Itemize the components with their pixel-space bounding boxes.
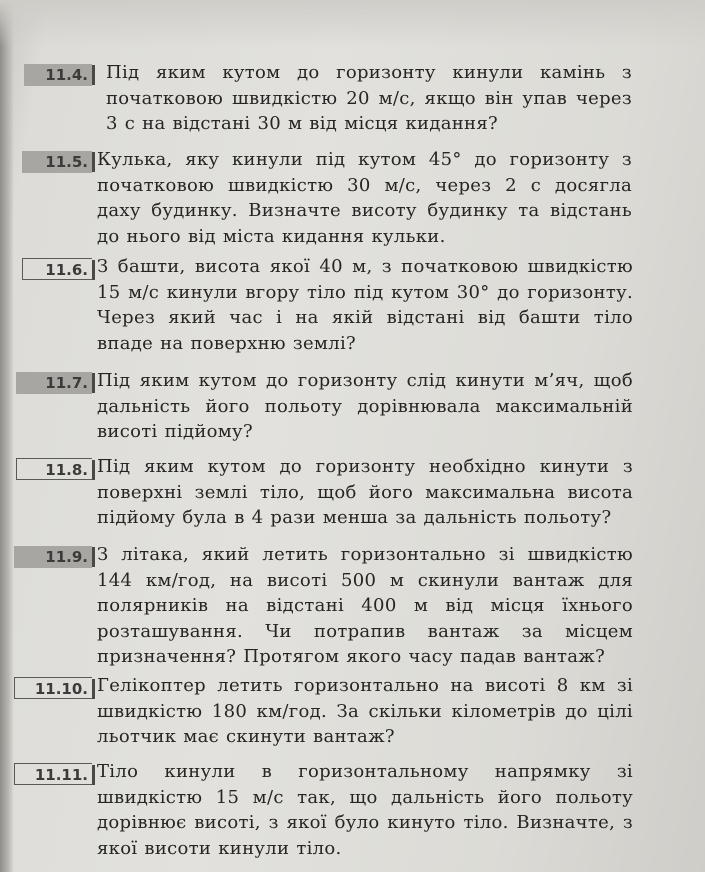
problem-text: З башти, висота якої 40 м, з початковою швидкістю 15 м/с кинули вгору тіло під кутом 30° до горизонту. Через який час і на якій відстані від башти тіло впаде на поверхню землі?	[97, 256, 633, 354]
problem-number: 11.6.	[22, 258, 92, 280]
problem-number: 11.11.	[14, 763, 92, 785]
problem-number: 11.8.	[16, 458, 92, 480]
page-top-shading	[0, 0, 705, 48]
problem-text: Тіло кинули в горизонтальному напрямку зі швидкістю 15 м/с так, що дальність його польоту дорівнює висоті, з якої було кинуто тіло. Визначте, з якої висоти кинули тіло.	[97, 761, 633, 859]
problem-text: З літака, який летить горизонтально зі швидкістю 144 км/год, на висоті 500 м скинули вантаж для полярників на відстані 400 м від місця їхнього розташування. Чи потрапив вантаж за місцем призначення? Протягом якого часу падав вантаж?	[97, 544, 633, 667]
problem-number: 11.9.	[14, 546, 92, 568]
problem-text: Кулька, яку кинули під кутом 45° до горизонту з початковою швидкістю 30 м/с, через 2 с досягла даху будинку. Визначте висоту будинку та відстань до нього від міста кидання кульки.	[97, 149, 632, 247]
page-edge-shadow	[0, 0, 14, 872]
problem-text: Під яким кутом до горизонту слід кинути м’яч, щоб дальність його польоту дорівнювала максимальній висоті підйому?	[97, 370, 633, 442]
problem-number: 11.10.	[14, 677, 92, 699]
problem-number: 11.7.	[16, 372, 92, 394]
problem-text: Під яким кутом до горизонту необхідно кинути з поверхні землі тіло, щоб його максимальна висота підйому була в 4 рази менша за дальність польоту?	[97, 456, 633, 528]
problem-number: 11.4.	[24, 64, 92, 86]
problem-text: Під яким кутом до горизонту кинули камінь з початковою швидкістю 20 м/с, якщо він упав через 3 с на відстані 30 м від місця кидання?	[106, 62, 632, 134]
problem-text: Гелікоптер летить горизонтально на висоті 8 км зі швидкістю 180 км/год. За скільки кілометрів до цілі льотчик має скинути вантаж?	[97, 675, 633, 747]
problem-number: 11.5.	[22, 151, 92, 173]
